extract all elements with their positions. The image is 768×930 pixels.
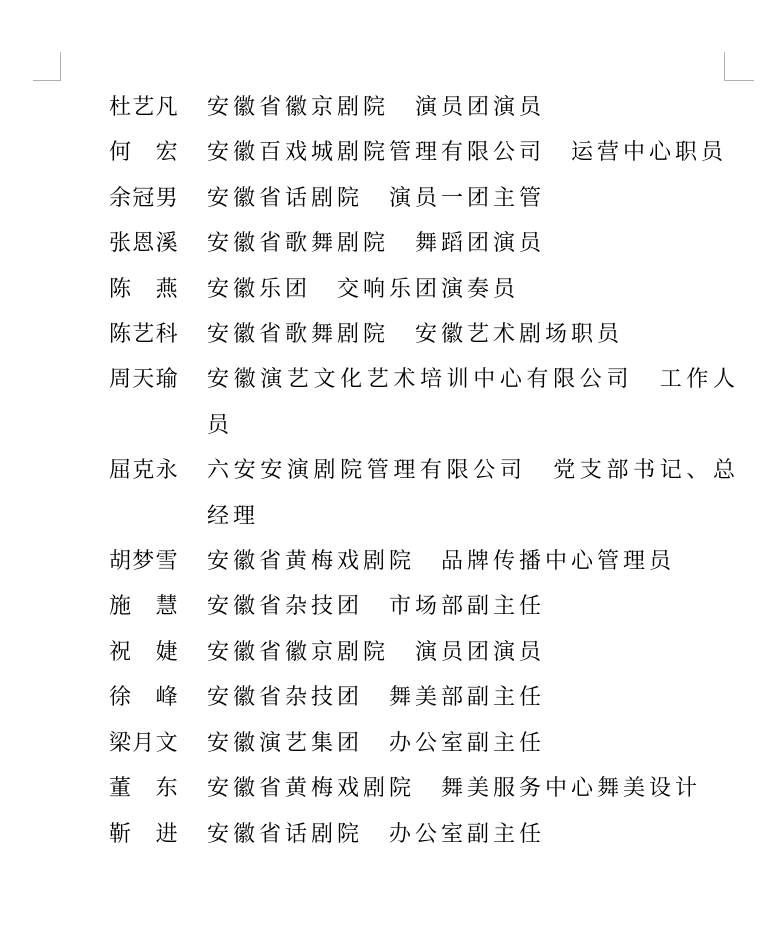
person-name: 祝 婕 xyxy=(109,638,179,664)
position-title: 办公室副主任 xyxy=(389,729,546,755)
roster-row xyxy=(109,129,739,174)
person-name: 张恩溪 xyxy=(109,230,179,256)
entry-content xyxy=(207,639,545,664)
person-name: 余冠男 xyxy=(109,184,179,210)
person-name: 胡梦雪 xyxy=(109,548,179,574)
roster-row xyxy=(109,538,739,583)
position-title: 舞美部副主任 xyxy=(389,684,546,710)
org-position-separator xyxy=(415,548,441,573)
org-position-separator xyxy=(389,94,415,119)
person-name: 施 慧 xyxy=(109,593,179,619)
position-title: 舞蹈团演员 xyxy=(415,230,546,256)
org-position-separator xyxy=(363,730,389,755)
org-position-separator xyxy=(363,821,389,846)
position-title: 工作人员 xyxy=(207,366,739,437)
organization-name: 安徽省杂技团 xyxy=(207,684,364,710)
entry-content xyxy=(207,366,739,436)
organization-name: 安徽乐团 xyxy=(207,275,312,301)
entry-content xyxy=(207,775,701,800)
roster-row xyxy=(109,266,739,311)
text-boundary-mark-top-left-vertical xyxy=(60,52,61,80)
person-name: 靳 进 xyxy=(109,820,179,846)
roster-row xyxy=(109,720,739,765)
roster-row xyxy=(109,175,739,220)
entry-content xyxy=(207,321,623,346)
organization-name: 安徽省话剧院 xyxy=(207,184,364,210)
organization-name: 六安安演剧院管理有限公司 xyxy=(207,457,527,483)
entry-content xyxy=(207,684,545,709)
personnel-roster xyxy=(109,84,739,856)
position-title: 品牌传播中心管理员 xyxy=(441,548,676,574)
roster-row xyxy=(109,629,739,674)
organization-name: 安徽省黄梅戏剧院 xyxy=(207,548,416,574)
position-title: 演员团演员 xyxy=(415,638,546,664)
roster-row xyxy=(109,311,739,356)
org-position-separator xyxy=(389,321,415,346)
position-title: 演员一团主管 xyxy=(389,184,546,210)
entry-content xyxy=(207,276,519,301)
organization-name: 安徽演艺集团 xyxy=(207,729,364,755)
org-position-separator xyxy=(363,185,389,210)
entry-content xyxy=(207,94,545,119)
roster-row xyxy=(109,765,739,810)
organization-name: 安徽省歌舞剧院 xyxy=(207,230,390,256)
organization-name: 安徽百戏城剧院管理有限公司 xyxy=(207,139,546,165)
text-boundary-mark-top-left-horizontal xyxy=(33,80,61,81)
org-position-separator xyxy=(311,276,337,301)
roster-row xyxy=(109,356,739,447)
entry-content xyxy=(207,457,739,527)
roster-row xyxy=(109,447,739,538)
organization-name: 安徽省话剧院 xyxy=(207,820,364,846)
text-boundary-mark-top-right-vertical xyxy=(724,52,725,80)
roster-row xyxy=(109,811,739,856)
roster-row xyxy=(109,583,739,628)
roster-row xyxy=(109,220,739,265)
organization-name: 安徽省歌舞剧院 xyxy=(207,321,390,347)
roster-row xyxy=(109,674,739,719)
position-title: 舞美服务中心舞美设计 xyxy=(441,775,702,801)
person-name: 董 东 xyxy=(109,775,179,801)
entry-content xyxy=(207,821,545,846)
person-name: 梁月文 xyxy=(109,729,179,755)
organization-name: 安徽省徽京剧院 xyxy=(207,638,390,664)
entry-content xyxy=(207,730,545,755)
roster-row xyxy=(109,84,739,129)
position-title: 运营中心职员 xyxy=(571,139,728,165)
person-name: 周天瑜 xyxy=(109,366,179,392)
organization-name: 安徽演艺文化艺术培训中心有限公司 xyxy=(207,366,634,392)
org-position-separator xyxy=(363,593,389,618)
text-boundary-mark-top-right-horizontal xyxy=(724,80,754,81)
position-title: 交响乐团演奏员 xyxy=(337,275,520,301)
person-name: 陈艺科 xyxy=(109,321,179,347)
org-position-separator xyxy=(545,139,571,164)
entry-content xyxy=(207,593,545,618)
position-title: 党支部书记、总经理 xyxy=(207,457,739,528)
position-title: 办公室副主任 xyxy=(389,820,546,846)
organization-name: 安徽省黄梅戏剧院 xyxy=(207,775,416,801)
person-name: 屈克永 xyxy=(109,457,179,483)
org-position-separator xyxy=(527,457,554,482)
org-position-separator xyxy=(415,775,441,800)
org-position-separator xyxy=(389,230,415,255)
entry-content xyxy=(207,548,675,573)
person-name: 徐 峰 xyxy=(109,684,179,710)
organization-name: 安徽省杂技团 xyxy=(207,593,364,619)
org-position-separator xyxy=(363,684,389,709)
org-position-separator xyxy=(389,639,415,664)
person-name: 陈 燕 xyxy=(109,275,179,301)
position-title: 演员团演员 xyxy=(415,94,546,119)
organization-name: 安徽省徽京剧院 xyxy=(207,94,390,119)
position-title: 市场部副主任 xyxy=(389,593,546,619)
person-name: 杜艺凡 xyxy=(109,94,179,119)
entry-content xyxy=(207,139,727,164)
entry-content xyxy=(207,185,545,210)
position-title: 安徽艺术剧场职员 xyxy=(415,321,624,347)
person-name: 何 宏 xyxy=(109,139,179,165)
entry-content xyxy=(207,230,545,255)
org-position-separator xyxy=(633,366,660,391)
